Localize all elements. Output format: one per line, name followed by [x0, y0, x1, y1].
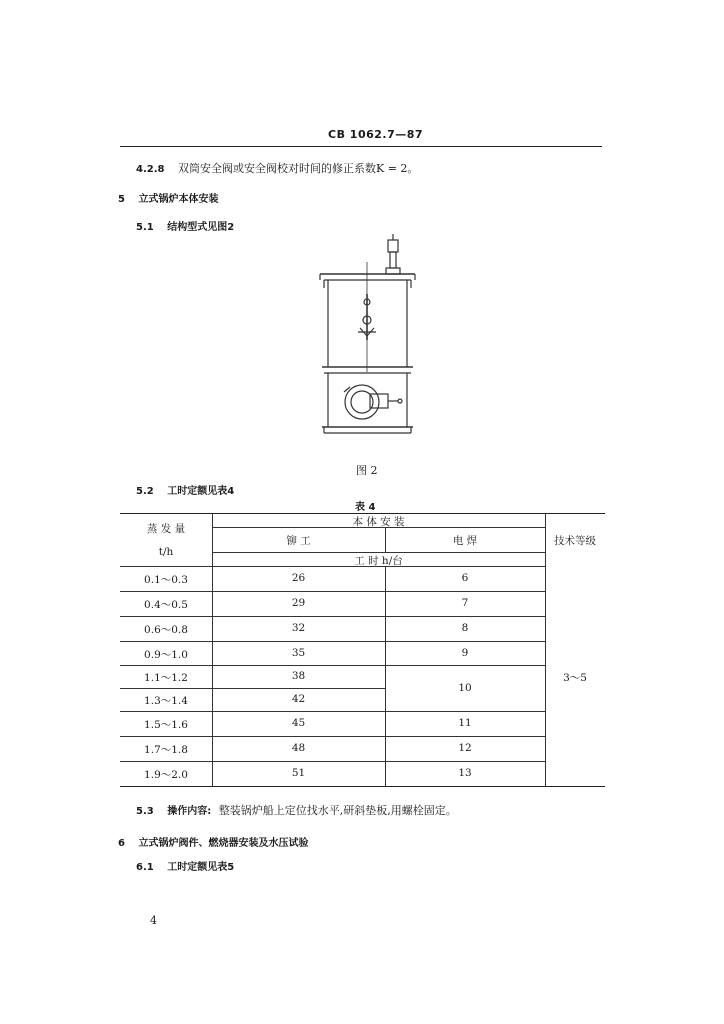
header-work-hours-unit: 工 时 h/台 [354, 555, 403, 567]
table-cell-evap: 1.1～1.2 [144, 672, 188, 684]
section-5-1-heading [136, 218, 234, 233]
page-number: 4 [150, 914, 157, 927]
section-number: 6.1 [136, 862, 154, 873]
table-cell-weld: 10 [458, 682, 472, 694]
table-cell-evap: 1.5～1.6 [144, 719, 188, 731]
header-welder: 电 焊 [452, 535, 478, 547]
clause-number: 4.2.8 [136, 164, 165, 175]
table-cell-rivet: 42 [291, 693, 306, 705]
table-cell-weld: 13 [458, 767, 472, 779]
table-cell-weld: 7 [461, 597, 469, 609]
section-6-1-heading [136, 858, 234, 873]
table-cell-rivet: 26 [291, 572, 306, 584]
section-number: 5.1 [136, 222, 154, 233]
section-number: 5.3 [136, 806, 154, 817]
section-number: 5 [118, 194, 125, 205]
section-title: 立式锅炉本体安装 [138, 194, 219, 205]
table-cell-rivet: 32 [291, 622, 306, 634]
document-code: CB 1062.7—87 [328, 128, 424, 141]
section-number: 6 [118, 838, 125, 849]
header-technical-grade: 技术等级 [554, 535, 596, 547]
clause-4-2-8 [136, 160, 418, 176]
section-5-2-heading [136, 482, 234, 497]
vertical-boiler-drawing [300, 232, 430, 447]
table-cell-evap: 1.9～2.0 [144, 769, 188, 781]
table-cell-evap: 0.9～1.0 [144, 649, 188, 661]
section-title: 结构型式见图2 [167, 222, 235, 233]
table-cell-weld: 6 [461, 572, 469, 584]
table-cell-rivet: 38 [291, 670, 306, 682]
table-cell-rivet: 51 [291, 767, 306, 779]
section-title: 工时定额见表4 [167, 486, 235, 497]
header-evaporation-unit: t/h [158, 546, 174, 558]
table-cell-rivet: 48 [291, 742, 306, 754]
header-body-installation: 本 体 安 装 [352, 516, 405, 528]
table-cell-grade: 3～5 [563, 672, 587, 684]
section-5-3 [136, 802, 457, 818]
section-5-heading [118, 190, 218, 205]
table-cell-evap: 0.4～0.5 [144, 599, 188, 611]
table-cell-evap: 1.7～1.8 [144, 744, 188, 756]
table-cell-rivet: 45 [291, 717, 306, 729]
header-rule [120, 146, 602, 147]
header-evaporation: 蒸 发 量 [146, 523, 186, 535]
table-cell-evap: 0.1～0.3 [144, 574, 188, 586]
operation-label: 操作内容: [167, 806, 212, 817]
table-cell-weld: 12 [458, 742, 472, 754]
figure-caption: 图 2 [356, 464, 378, 477]
clause-text: 双筒安全阀或安全阀校对时间的修正系数K = 2。 [177, 162, 419, 175]
work-hour-table [120, 513, 605, 787]
table-cell-evap: 1.3～1.4 [144, 695, 188, 707]
header-riveter: 铆 工 [286, 535, 311, 547]
table-cell-weld: 8 [461, 622, 469, 634]
table-cell-evap: 0.6～0.8 [144, 624, 188, 636]
table-cell-weld: 11 [458, 717, 472, 729]
section-6-heading [118, 834, 308, 849]
table-title: 表 4 [355, 502, 376, 513]
section-title: 立式锅炉阀件、燃烧器安装及水压试验 [138, 838, 309, 849]
table-cell-weld: 9 [461, 647, 469, 659]
operation-text: 整装锅炉船上定位找水平,研斜垫板,用螺栓固定。 [218, 804, 457, 817]
section-number: 5.2 [136, 486, 154, 497]
table-cell-rivet: 35 [291, 647, 306, 659]
table-cell-rivet: 29 [291, 597, 306, 609]
section-title: 工时定额见表5 [167, 862, 235, 873]
